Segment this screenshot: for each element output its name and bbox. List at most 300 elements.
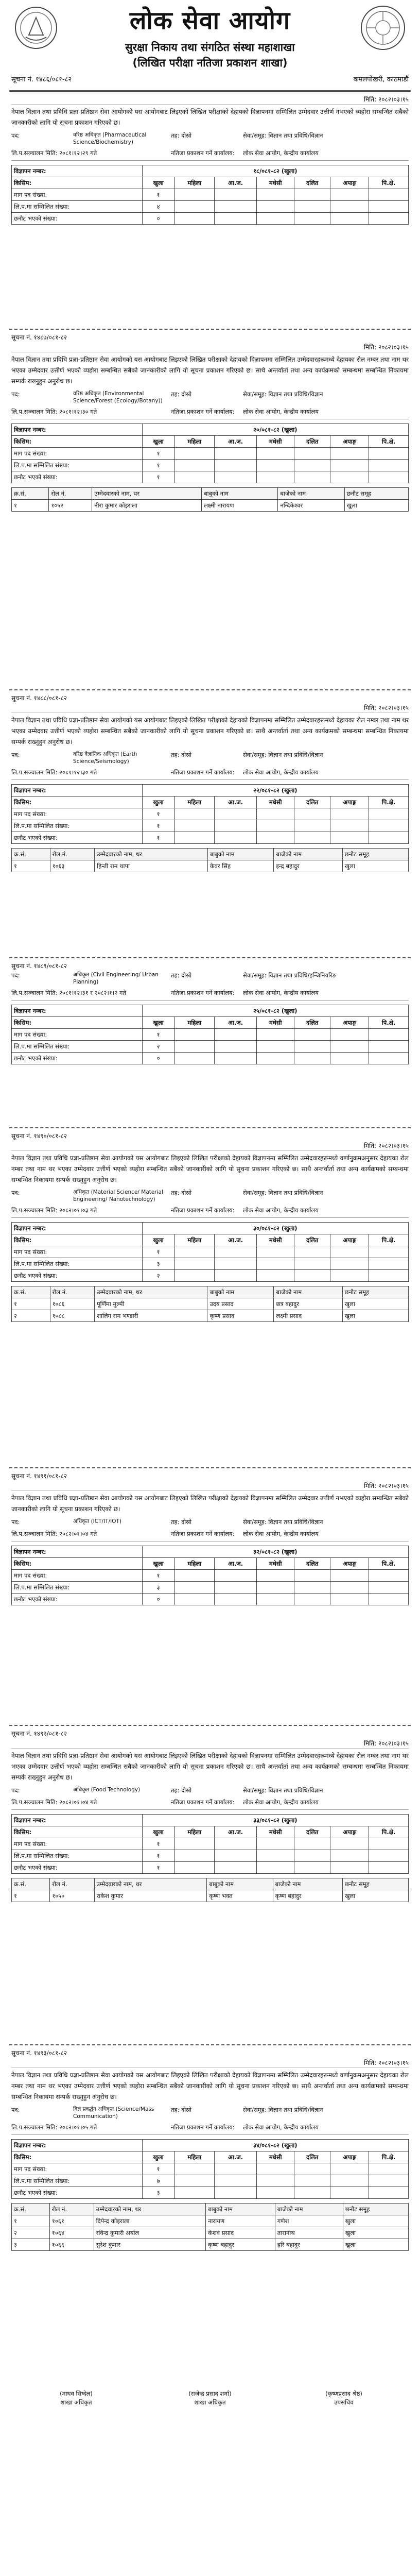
vacancy-number: ३४/०८१-८२ (खुला) xyxy=(142,2140,408,2151)
notice-ref: सूचना नं. १४९०/०८१-८२ xyxy=(11,1132,67,1140)
quota-row xyxy=(12,2187,409,2199)
quota-cell xyxy=(330,1594,369,1605)
quota-cell xyxy=(369,1594,409,1605)
quota-cell xyxy=(257,213,294,225)
result-office-value: लोक सेवा आयोग, केन्द्रीय कार्यालय xyxy=(243,408,319,415)
post-value: अधिकृत (ICT/IT/IOT) xyxy=(73,1518,121,1524)
quota-cell xyxy=(369,1246,409,1258)
quota-col-header: आ.ज. xyxy=(215,2151,257,2163)
quota-cell xyxy=(330,832,369,844)
notice-ref: सूचना नं. १४८८/०८१-८२ xyxy=(11,694,67,702)
service-label: सेवा/समूह: xyxy=(243,1189,267,1196)
quota-cell xyxy=(294,2175,330,2187)
level-field xyxy=(171,390,243,404)
vacancy-label: विज्ञापन नम्बर: xyxy=(12,1005,143,1017)
exam-date-label: लि.प.सञ्चालन मिति: xyxy=(11,1799,58,1806)
result-office-value: लोक सेवा आयोग, केन्द्रीय कार्यालय xyxy=(243,2124,319,2131)
quota-cell xyxy=(215,1270,257,1282)
candidate-cell: रविन्द्र कुमारी अर्याल xyxy=(94,2227,206,2239)
quota-cell xyxy=(257,1570,294,1582)
quota-col-header: आ.ज. xyxy=(215,1558,257,1570)
signature-2: (राजेन्द्र प्रसाद शर्मा) शाखा अधिकृत xyxy=(188,2390,232,2406)
quota-col-header: दलित xyxy=(294,1017,330,1029)
quota-row-label: छनौट भएको संख्या: xyxy=(12,1862,143,1874)
candidate-cell: शालिग राम भण्डारी xyxy=(95,1310,207,1322)
post-label: पद: xyxy=(11,1518,20,1526)
service-value: विज्ञान तथा प्रविधि/विज्ञान xyxy=(268,1518,323,1526)
quota-cell xyxy=(215,189,257,201)
quota-col-header: खुला xyxy=(142,2151,174,2163)
quota-cell xyxy=(257,1850,294,1862)
quota-col-header: मधेसी xyxy=(257,1017,294,1029)
quota-cell xyxy=(257,832,294,844)
notice-block xyxy=(9,1467,411,1725)
notice-ref: सूचना नं. १४८९/०८१-८२ xyxy=(11,962,67,970)
post-value: अधिकृत (Civil Engineering/ Urban Planning) xyxy=(73,972,159,985)
candidate-col-header: बाजेको नाम xyxy=(273,1878,342,1890)
exam-date-value: २०८२।०१।०४ गते xyxy=(59,1530,97,1537)
quota-row xyxy=(12,2175,409,2187)
quota-cell xyxy=(257,820,294,832)
exam-date-value: २०८१।१२।३० गते xyxy=(59,408,97,415)
quota-cell xyxy=(294,820,330,832)
quota-row-label: लि.प.मा सम्मिलित संख्या: xyxy=(12,1582,143,1594)
quota-cell xyxy=(330,820,369,832)
quota-cell xyxy=(369,2175,409,2187)
level-label: तह: xyxy=(171,1787,180,1794)
candidate-cell: हरि बहादुर xyxy=(275,2239,343,2251)
post-details xyxy=(11,390,409,404)
candidate-cell: उदय प्रसाद xyxy=(207,1298,274,1310)
notice-block xyxy=(9,1127,411,1467)
candidate-header-row xyxy=(12,849,409,860)
notice-block xyxy=(9,689,411,957)
quota-cell xyxy=(174,1850,214,1862)
candidate-cell: १०५० xyxy=(50,1890,94,1902)
quota-cell xyxy=(215,1582,257,1594)
quota-cell: १ xyxy=(142,1570,174,1582)
quota-cell xyxy=(369,189,409,201)
candidate-col-header: रोल नं. xyxy=(49,488,92,500)
quota-col-header: पि.क्षे. xyxy=(369,1017,409,1029)
quota-cell: १ xyxy=(142,820,174,832)
quota-cell: १ xyxy=(142,2163,174,2175)
exam-date-label: लि.प.सञ्चालन मिति: xyxy=(11,769,58,776)
quota-cell xyxy=(215,820,257,832)
candidate-cell: कृष्ण बहादुर xyxy=(273,1890,342,1902)
quota-cell xyxy=(215,1029,257,1041)
candidate-table xyxy=(11,1286,409,1322)
quota-cell: १ xyxy=(142,808,174,820)
quota-cell xyxy=(369,460,409,471)
quota-cell xyxy=(174,213,214,225)
exam-date-field xyxy=(11,2124,171,2131)
service-label: सेवा/समूह: xyxy=(243,1518,267,1526)
quota-cell xyxy=(330,1041,369,1053)
notice-ref: सूचना नं. १४८७/०८१-८२ xyxy=(11,334,67,341)
quota-cell xyxy=(294,2163,330,2175)
quota-cell xyxy=(294,1029,330,1041)
quota-col-header: मधेसी xyxy=(257,796,294,808)
quota-row xyxy=(12,448,409,460)
quota-col-header: आ.ज. xyxy=(215,796,257,808)
notice-date: मिति: २०८२।०३।१५ xyxy=(11,1481,409,1491)
section-subtitle: (लिखित परीक्षा नतिजा प्रकाशन शाखा) xyxy=(132,57,288,69)
quota-col-header: अपाङ्ग xyxy=(330,436,369,448)
result-office-value: लोक सेवा आयोग, केन्द्रीय कार्यालय xyxy=(243,1530,319,1537)
quota-row-label: छनौट भएको संख्या: xyxy=(12,1270,143,1282)
candidate-cell: १ xyxy=(12,500,49,512)
quota-cell xyxy=(215,213,257,225)
quota-row-label: लि.प.मा सम्मिलित संख्या: xyxy=(12,1041,143,1053)
vacancy-number: २५/०८१-८२ (खुला) xyxy=(142,1005,408,1017)
candidate-cell: १०६३ xyxy=(50,860,95,872)
quota-cell xyxy=(330,1053,369,1064)
candidate-cell: कृष्ण प्रसाद xyxy=(207,1310,274,1322)
signature-block xyxy=(9,2374,411,2407)
vacancy-number: ३३/०८१-८२ (खुला) xyxy=(142,1815,408,1826)
quota-cell: १ xyxy=(142,448,174,460)
quota-col-header: मधेसी xyxy=(257,436,294,448)
quota-cell xyxy=(294,448,330,460)
candidate-cell: लक्ष्मी प्रसाद xyxy=(274,1310,342,1322)
quota-cell xyxy=(330,2163,369,2175)
quota-col-header: खुला xyxy=(142,1234,174,1246)
vacancy-label: विज्ञापन नम्बर: xyxy=(12,165,143,177)
candidate-table xyxy=(11,2203,409,2251)
notice-block xyxy=(9,2044,411,2374)
quota-cell xyxy=(369,1029,409,1041)
exam-details xyxy=(11,1797,409,1810)
candidate-col-header: छनौट समूह xyxy=(342,1286,408,1298)
service-value: विज्ञान तथा प्रविधि/विज्ञान xyxy=(268,391,323,398)
quota-cell xyxy=(215,1570,257,1582)
quota-row xyxy=(12,460,409,471)
candidate-cell: पूर्णिमा मुल्मी xyxy=(95,1298,207,1310)
exam-date-label: लि.प.सञ्चालन मिति: xyxy=(11,408,58,415)
notice-block xyxy=(9,92,411,329)
quota-cell xyxy=(257,2187,294,2199)
candidate-col-header: छनौट समूह xyxy=(343,1878,409,1890)
candidate-col-header: उम्मेदवारको नाम, थर xyxy=(94,2204,206,2215)
candidate-cell: खुला xyxy=(342,1298,408,1310)
candidate-cell: १०६१ xyxy=(49,2215,94,2227)
candidate-cell: १०६६ xyxy=(49,2239,94,2251)
quota-row xyxy=(12,832,409,844)
vacancy-label: विज्ञापन नम्बर: xyxy=(12,1546,143,1558)
quota-cell xyxy=(174,1270,214,1282)
quota-col-header: दलित xyxy=(294,1826,330,1838)
quota-col-header: पि.क्षे. xyxy=(369,177,409,189)
quota-cell xyxy=(369,1838,409,1850)
candidate-row xyxy=(12,1310,409,1322)
quota-cell xyxy=(330,471,369,483)
quota-col-header: खुला xyxy=(142,796,174,808)
quota-row-label: छनौट भएको संख्या: xyxy=(12,213,143,225)
exam-date-value: २०८१।१२।३० गते xyxy=(59,769,97,776)
quota-cell: ४ xyxy=(142,201,174,213)
candidate-cell: १ xyxy=(12,1890,50,1902)
vacancy-row xyxy=(12,1815,409,1826)
exam-date-field xyxy=(11,989,171,997)
quota-cell xyxy=(174,1041,214,1053)
quota-cell xyxy=(257,1270,294,1282)
service-value: विज्ञान तथा प्रविधि/विज्ञान xyxy=(268,132,323,139)
result-office-label: नतिजा प्रकाशन गर्ने कार्यालय: xyxy=(171,1207,235,1214)
quota-col-header: आ.ज. xyxy=(215,436,257,448)
level-field xyxy=(171,131,243,146)
quota-col-header: महिला xyxy=(174,436,214,448)
candidate-col-header: बाबुको नाम xyxy=(207,1878,273,1890)
quota-row-label: माग पद संख्या: xyxy=(12,189,143,201)
quota-cell xyxy=(330,189,369,201)
post-label: पद: xyxy=(11,1189,20,1196)
quota-cell xyxy=(369,1850,409,1862)
service-value: विज्ञान तथा प्रविधि/विज्ञान xyxy=(268,751,323,758)
service-field xyxy=(243,1786,409,1795)
quota-col-header: किसिम: xyxy=(12,436,143,448)
quota-row xyxy=(12,820,409,832)
post-value: विज्ञ प्रवर्द्धन अधिकृत (Science/Mass Communication) xyxy=(73,2106,154,2120)
exam-date-label: लि.प.सञ्चालन मिति: xyxy=(11,989,58,996)
quota-col-header: अपाङ्ग xyxy=(330,1017,369,1029)
quota-cell xyxy=(330,213,369,225)
quota-cell xyxy=(257,1582,294,1594)
candidate-header-row xyxy=(12,488,409,500)
vacancy-label: विज्ञापन नम्बर: xyxy=(12,1223,143,1234)
quota-row xyxy=(12,201,409,213)
exam-details xyxy=(11,1529,409,1541)
quota-cell xyxy=(294,1053,330,1064)
candidate-cell: १०६४ xyxy=(49,2227,94,2239)
quota-cell xyxy=(294,1270,330,1282)
vacancy-row xyxy=(12,424,409,436)
exam-details xyxy=(11,148,409,161)
notice-date: मिति: २०८२।०३।१५ xyxy=(11,703,409,713)
quota-row xyxy=(12,1053,409,1064)
exam-date-label: लि.प.सञ्चालन मिति: xyxy=(11,1530,58,1537)
result-office-value: लोक सेवा आयोग, केन्द्रीय कार्यालय xyxy=(243,769,319,776)
level-value: दोस्रो xyxy=(181,1518,192,1526)
level-value: दोस्रो xyxy=(181,1189,192,1196)
quota-row-label: लि.प.मा सम्मिलित संख्या: xyxy=(12,460,143,471)
exam-details xyxy=(11,767,409,780)
quota-col-header: दलित xyxy=(294,177,330,189)
quota-cell xyxy=(330,2187,369,2199)
quota-cell xyxy=(330,1838,369,1850)
service-field xyxy=(243,2106,409,2120)
quota-cell xyxy=(257,1246,294,1258)
location: कमलपोखरी, काठमाडौं xyxy=(353,76,409,83)
post-details xyxy=(11,131,409,146)
candidate-col-header: बाबुको नाम xyxy=(202,488,278,500)
quota-cell xyxy=(174,201,214,213)
quota-cell xyxy=(369,832,409,844)
quota-cell xyxy=(369,1582,409,1594)
candidate-table xyxy=(11,1878,409,1902)
quota-table xyxy=(11,784,409,844)
quota-cell xyxy=(294,1862,330,1874)
result-office-value: लोक सेवा आयोग, केन्द्रीय कार्यालय xyxy=(243,1207,319,1214)
notice-text: नेपाल विज्ञान तथा प्रविधि प्रज्ञा-प्रतिष्ठान सेवा आयोगको यस आयोगबाट लिइएको लिखित परीक्षाको देहायको विज्ञापनमा सम्मिलित उम्मेदवारहरूमध्ये देहायका रोल नम्बर तथा नाम थर भएका उम्मेदवार उत्तीर्ण भएको व्यहोरा सम्बन्धित सबैको जानकारीको लागि यो सूचना प्रकाशन गरिएको छ। साथै अन्तर्वार्ता तथा अन्य कार्यक्रमको सम्बन्धमा सम्बन्धित निकायमा सम्पर्क राख्नुहुन अनुरोध छ। xyxy=(11,1752,409,1781)
post-details xyxy=(11,971,409,986)
candidate-col-header: उम्मेदवारको नाम, थर xyxy=(94,1878,207,1890)
quota-cell xyxy=(294,201,330,213)
post-label: पद: xyxy=(11,972,20,979)
quota-col-header: महिला xyxy=(174,796,214,808)
result-office-label: नतिजा प्रकाशन गर्ने कार्यालय: xyxy=(171,2124,235,2131)
quota-row xyxy=(12,471,409,483)
quota-col-header: किसिम: xyxy=(12,1234,143,1246)
level-field xyxy=(171,1786,243,1795)
signature-1: (माधव सिग्देल) शाखा अधिकृत xyxy=(60,2390,93,2406)
quota-cell xyxy=(215,460,257,471)
notice-text: नेपाल विज्ञान तथा प्रविधि प्रज्ञा-प्रतिष्ठान सेवा आयोगको यस आयोगबाट लिइएको लिखित परीक्षाको देहायको विज्ञापनमा सम्मिलित उम्मेदवारहरूमध्ये वर्णानुक्रमअनुसार देहायका रोल नम्बर तथा नाम थर भएका उम्मेदवार उत्तीर्ण भएको व्यहोरा सम्बन्धित सबैको जानकारीको लागि यो सूचना प्रकाशन गरिएको छ। साथै अन्तर्वार्ता तथा अन्य कार्यक्रमको सम्बन्धमा सम्बन्धित निकायमा सम्पर्क राख्नुहुन अनुरोध छ। xyxy=(11,1155,409,1183)
quota-row-label: माग पद संख्या: xyxy=(12,448,143,460)
quota-cell xyxy=(294,460,330,471)
candidate-col-header: क्र.सं. xyxy=(12,1286,50,1298)
quota-col-header: पि.क्षे. xyxy=(369,2151,409,2163)
quota-cell xyxy=(294,1041,330,1053)
exam-date-value: २०८२।०१।०५ गते xyxy=(59,2124,97,2131)
notice-date: मिति: २०८२।०३।१५ xyxy=(11,343,409,352)
quota-cell xyxy=(369,2163,409,2175)
notice-ref: सूचना नं. १४९१/०८१-८२ xyxy=(11,1472,67,1480)
quota-cell xyxy=(257,471,294,483)
quota-col-header: दलित xyxy=(294,2151,330,2163)
quota-cell xyxy=(294,1570,330,1582)
vacancy-label: विज्ञापन नम्बर: xyxy=(12,424,143,436)
post-value: वरिष्ठ अधिकृत (Environmental Science/Forest (Ecology/Botany)) xyxy=(73,391,163,404)
quota-row xyxy=(12,1862,409,1874)
vacancy-row xyxy=(12,1546,409,1558)
quota-cell xyxy=(215,1862,257,1874)
notice-date: मिति: २०८२।०३।१५ xyxy=(11,2058,409,2068)
quota-row-label: माग पद संख्या: xyxy=(12,1029,143,1041)
level-value: दोस्रो xyxy=(181,972,192,979)
quota-cell xyxy=(174,2163,214,2175)
candidate-cell: कृष्ण भक्त xyxy=(207,1890,273,1902)
quota-cell xyxy=(215,1053,257,1064)
level-field xyxy=(171,751,243,765)
quota-header-row xyxy=(12,796,409,808)
candidate-header-row xyxy=(12,1878,409,1890)
quota-cell xyxy=(257,1594,294,1605)
quota-cell xyxy=(294,1246,330,1258)
candidate-row xyxy=(12,2239,409,2251)
candidate-col-header: बाबुको नाम xyxy=(207,849,274,860)
quota-cell xyxy=(330,1270,369,1282)
notice-text: नेपाल विज्ञान तथा प्रविधि प्रज्ञा-प्रतिष्ठान सेवा आयोगको यस आयोगबाट लिइएको लिखित परीक्षाको देहायको विज्ञापनमा सम्मिलित उम्मेदवार उत्तीर्ण नभएको व्यहोरा सम्बन्धित सबैको जानकारीको लागि यो सूचना प्रकाशन गरिएको छ। xyxy=(11,108,409,126)
quota-cell xyxy=(215,1850,257,1862)
quota-row-label: माग पद संख्या: xyxy=(12,1570,143,1582)
quota-cell xyxy=(330,1850,369,1862)
candidate-cell: १०५२ xyxy=(49,500,92,512)
candidate-cell: १०८६ xyxy=(50,1298,95,1310)
letterhead xyxy=(9,0,411,92)
level-label: तह: xyxy=(171,391,180,398)
quota-cell: ० xyxy=(142,1053,174,1064)
service-field xyxy=(243,971,409,986)
candidate-cell: खुला xyxy=(342,860,408,872)
service-field xyxy=(243,751,409,765)
notice-block xyxy=(9,1725,411,2044)
candidate-cell: १ xyxy=(12,860,50,872)
quota-col-header: किसिम: xyxy=(12,1017,143,1029)
post-label: पद: xyxy=(11,751,20,758)
quota-cell xyxy=(294,808,330,820)
quota-col-header: किसिम: xyxy=(12,1558,143,1570)
exam-date-value: २०८१।१२।२९ गते xyxy=(59,149,97,157)
result-office-value: लोक सेवा आयोग, केन्द्रीय कार्यालय xyxy=(243,989,319,996)
quota-cell xyxy=(330,1029,369,1041)
candidate-cell: १ xyxy=(12,1298,50,1310)
vacancy-label: विज्ञापन नम्बर: xyxy=(12,785,143,796)
quota-col-header: अपाङ्ग xyxy=(330,1558,369,1570)
quota-cell: ३ xyxy=(142,1582,174,1594)
service-label: सेवा/समूह: xyxy=(243,2106,267,2113)
quota-row-label: माग पद संख्या: xyxy=(12,2163,143,2175)
candidate-col-header: रोल नं. xyxy=(50,1286,95,1298)
candidate-col-header: बाजेको नाम xyxy=(278,488,344,500)
quota-cell: १ xyxy=(142,832,174,844)
post-details xyxy=(11,2106,409,2120)
quota-cell xyxy=(174,460,214,471)
quota-cell xyxy=(174,808,214,820)
quota-col-header: दलित xyxy=(294,1558,330,1570)
quota-col-header: पि.क्षे. xyxy=(369,1234,409,1246)
candidate-row xyxy=(12,500,409,512)
candidate-col-header: बाबुको नाम xyxy=(206,2204,275,2215)
quota-row-label: माग पद संख्या: xyxy=(12,1246,143,1258)
quota-cell xyxy=(369,1258,409,1270)
candidate-table xyxy=(11,848,409,872)
quota-col-header: महिला xyxy=(174,1234,214,1246)
quota-row-label: माग पद संख्या: xyxy=(12,808,143,820)
result-office-label: नतिजा प्रकाशन गर्ने कार्यालय: xyxy=(171,1799,235,1806)
quota-col-header: खुला xyxy=(142,1558,174,1570)
candidate-cell: १ xyxy=(12,2215,50,2227)
quota-cell: २ xyxy=(142,1041,174,1053)
quota-col-header: मधेसी xyxy=(257,177,294,189)
post-details xyxy=(11,1189,409,1203)
service-label: सेवा/समूह: xyxy=(243,972,267,979)
quota-table xyxy=(11,1546,409,1605)
result-office-label: नतिजा प्रकाशन गर्ने कार्यालय: xyxy=(171,408,235,415)
quota-cell xyxy=(330,201,369,213)
quota-row xyxy=(12,1838,409,1850)
quota-col-header: महिला xyxy=(174,1017,214,1029)
candidate-cell: खुला xyxy=(343,2227,408,2239)
quota-col-header: पि.क्षे. xyxy=(369,436,409,448)
exam-date-label: लि.प.सञ्चालन मिति: xyxy=(11,1207,58,1214)
service-field xyxy=(243,1189,409,1203)
quota-row xyxy=(12,2163,409,2175)
quota-header-row xyxy=(12,2151,409,2163)
quota-cell xyxy=(369,448,409,460)
candidate-col-header: छनौट समूह xyxy=(343,2204,408,2215)
candidate-cell: २ xyxy=(12,1310,50,1322)
quota-header-row xyxy=(12,1558,409,1570)
candidate-table xyxy=(11,487,409,512)
quota-cell xyxy=(330,1246,369,1258)
quota-col-header: अपाङ्ग xyxy=(330,177,369,189)
quota-cell: ३ xyxy=(142,1258,174,1270)
quota-cell xyxy=(369,2187,409,2199)
quota-col-header: दलित xyxy=(294,796,330,808)
commission-seal-icon xyxy=(359,4,407,52)
quota-cell xyxy=(369,808,409,820)
